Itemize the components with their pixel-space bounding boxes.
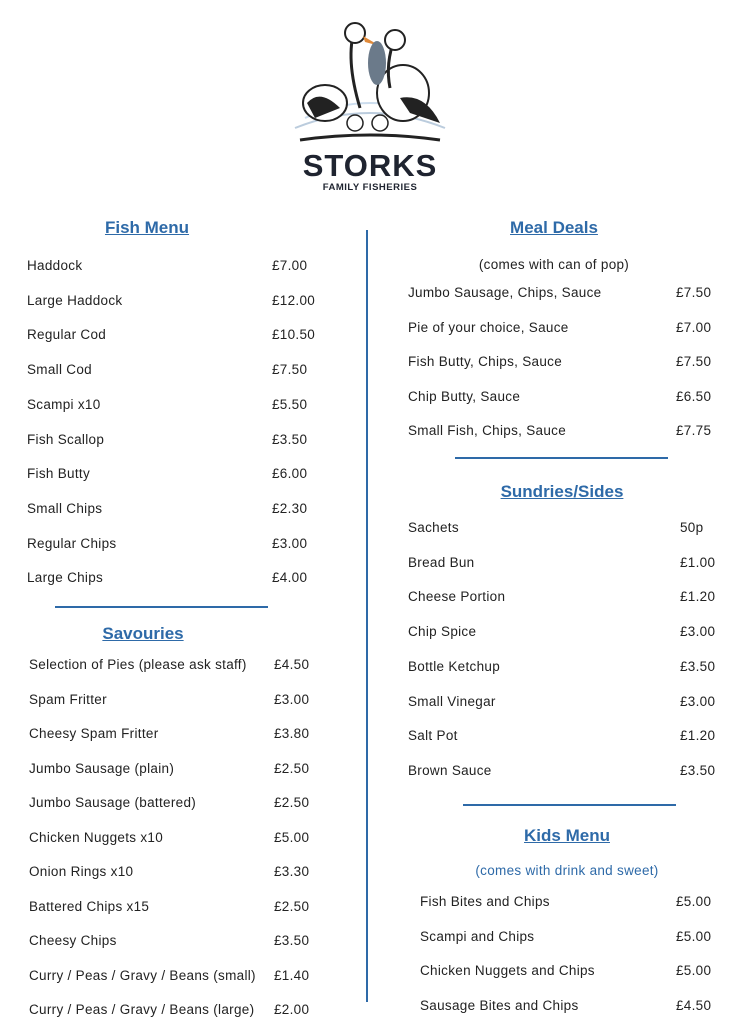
menu-item	[29, 830, 324, 865]
item-name: Bread Bun	[408, 554, 475, 570]
item-price: 50p	[680, 520, 704, 535]
item-price: £7.00	[676, 319, 712, 335]
item-price: £3.00	[274, 691, 310, 707]
item-name: Sausage Bites and Chips	[420, 998, 579, 1014]
menu-item	[27, 570, 322, 605]
menu-item	[420, 963, 726, 998]
item-name: Bottle Ketchup	[408, 658, 501, 674]
menu-item	[408, 763, 730, 798]
item-name: Scampi x10	[27, 396, 101, 412]
logo	[285, 18, 455, 193]
item-price: £2.50	[274, 898, 310, 914]
divider	[55, 606, 268, 608]
item-name: Scampi and Chips	[420, 928, 535, 944]
savouries-heading: Savouries	[102, 624, 184, 643]
item-price: £3.00	[272, 535, 308, 551]
menu-item	[29, 1002, 324, 1024]
item-name: Cheesy Spam Fritter	[29, 726, 159, 741]
item-price: £2.50	[274, 795, 310, 810]
item-name: Fish Bites and Chips	[420, 894, 550, 909]
item-price: £6.50	[676, 388, 712, 404]
item-price: £3.50	[274, 933, 310, 948]
item-name: Chip Spice	[408, 624, 477, 640]
item-name: Fish Scallop	[27, 431, 105, 447]
menu-item	[27, 327, 322, 362]
item-name: Chip Butty, Sauce	[408, 388, 521, 404]
item-name: Cheese Portion	[408, 589, 506, 605]
item-price: £3.30	[274, 864, 310, 879]
menu-item	[27, 501, 322, 536]
item-price: £5.00	[676, 894, 712, 909]
item-price: £1.40	[274, 967, 310, 983]
item-price: £5.50	[272, 396, 308, 412]
menu-item	[408, 624, 730, 659]
item-name: Chicken Nuggets x10	[29, 829, 164, 845]
menu-item	[408, 423, 726, 458]
item-price: £7.50	[272, 362, 308, 378]
item-price: £3.50	[272, 431, 308, 447]
item-price: £2.50	[274, 760, 310, 776]
item-price: £1.20	[680, 728, 716, 744]
item-name: Jumbo Sausage (plain)	[29, 760, 175, 776]
item-price: £5.00	[676, 928, 712, 944]
menu-item	[408, 320, 726, 355]
item-name: Spam Fritter	[29, 691, 107, 707]
item-price: £4.00	[272, 570, 308, 586]
menu-item	[29, 761, 324, 796]
fish-menu-heading: Fish Menu	[104, 218, 190, 237]
item-price: £2.30	[272, 500, 308, 516]
menu-item	[27, 362, 322, 397]
item-price: £5.00	[274, 829, 310, 845]
item-name: Haddock	[27, 258, 83, 273]
item-name: Selection of Pies (please ask staff)	[29, 657, 247, 672]
divider	[455, 457, 668, 459]
logo-subtitle: FAMILY FISHERIES	[322, 182, 418, 193]
item-price: £1.20	[680, 589, 716, 605]
menu-item	[29, 657, 324, 692]
item-price: £5.00	[676, 963, 712, 979]
menu-item	[29, 933, 324, 968]
item-name: Jumbo Sausage, Chips, Sauce	[408, 285, 602, 300]
menu-item	[408, 285, 726, 320]
item-name: Pie of your choice, Sauce	[408, 319, 569, 335]
column-divider	[366, 230, 368, 1002]
item-price: £6.00	[272, 466, 308, 482]
menu-item	[27, 466, 322, 501]
item-name: Regular Cod	[27, 327, 107, 343]
storks-logo-icon	[285, 18, 455, 143]
menu-item	[29, 968, 324, 1003]
menu-item	[420, 894, 726, 929]
menu-item	[27, 258, 322, 293]
menu-item	[29, 795, 324, 830]
item-name: Regular Chips	[27, 535, 117, 551]
item-name: Large Chips	[27, 570, 104, 586]
item-price: £4.50	[676, 998, 712, 1014]
item-price: £3.00	[680, 693, 716, 709]
menu-item	[408, 589, 730, 624]
item-name: Curry / Peas / Gravy / Beans (small)	[29, 967, 256, 983]
item-name: Cheesy Chips	[29, 933, 117, 948]
menu-item	[408, 694, 730, 729]
item-price: £3.50	[680, 658, 716, 674]
item-price: £2.00	[274, 1002, 310, 1017]
menu-item	[408, 389, 726, 424]
item-price: £7.50	[676, 285, 712, 300]
item-price: £3.00	[680, 624, 716, 640]
item-name: Jumbo Sausage (battered)	[29, 795, 197, 810]
kids-menu-note: (comes with drink and sweet)	[475, 863, 659, 878]
item-price: £4.50	[274, 657, 310, 672]
menu-item	[29, 692, 324, 727]
kids-menu-heading: Kids Menu	[524, 826, 610, 845]
menu-item	[29, 726, 324, 761]
menu-item	[420, 929, 726, 964]
menu-item	[29, 899, 324, 934]
item-price: £7.00	[272, 258, 308, 273]
divider	[463, 804, 676, 806]
item-name: Fish Butty, Chips, Sauce	[408, 354, 563, 369]
item-name: Battered Chips x15	[29, 898, 150, 914]
menu-item	[420, 998, 726, 1024]
item-name: Onion Rings x10	[29, 864, 134, 879]
item-name: Curry / Peas / Gravy / Beans (large)	[29, 1002, 255, 1017]
item-name: Large Haddock	[27, 292, 123, 308]
item-name: Chicken Nuggets and Chips	[420, 963, 595, 979]
item-name: Fish Butty	[27, 466, 91, 482]
menu-item	[408, 728, 730, 763]
menu-item	[27, 293, 322, 328]
item-name: Brown Sauce	[408, 762, 492, 778]
item-price: £7.75	[676, 423, 712, 438]
item-price: £10.50	[272, 327, 316, 343]
item-price: £12.00	[272, 292, 316, 308]
meal-deals-heading: Meal Deals	[510, 218, 598, 237]
menu-item	[408, 354, 726, 389]
item-price: £7.50	[676, 354, 712, 369]
menu-item	[408, 659, 730, 694]
menu-item	[27, 432, 322, 467]
menu-item	[408, 555, 730, 590]
logo-title: STORKS	[302, 148, 438, 183]
item-price: £1.00	[680, 554, 716, 570]
item-name: Small Cod	[27, 362, 92, 378]
menu-item	[27, 397, 322, 432]
meal-deals-note: (comes with can of pop)	[478, 257, 630, 272]
menu-item	[408, 520, 730, 555]
menu-item	[27, 536, 322, 571]
item-name: Small Vinegar	[408, 693, 496, 709]
item-name: Sachets	[408, 520, 459, 535]
item-price: £3.80	[274, 726, 310, 741]
sundries-heading: Sundries/Sides	[500, 482, 624, 501]
item-name: Salt Pot	[408, 728, 458, 744]
item-name: Small Fish, Chips, Sauce	[408, 423, 567, 438]
item-price: £3.50	[680, 762, 716, 778]
item-name: Small Chips	[27, 500, 103, 516]
menu-item	[29, 864, 324, 899]
